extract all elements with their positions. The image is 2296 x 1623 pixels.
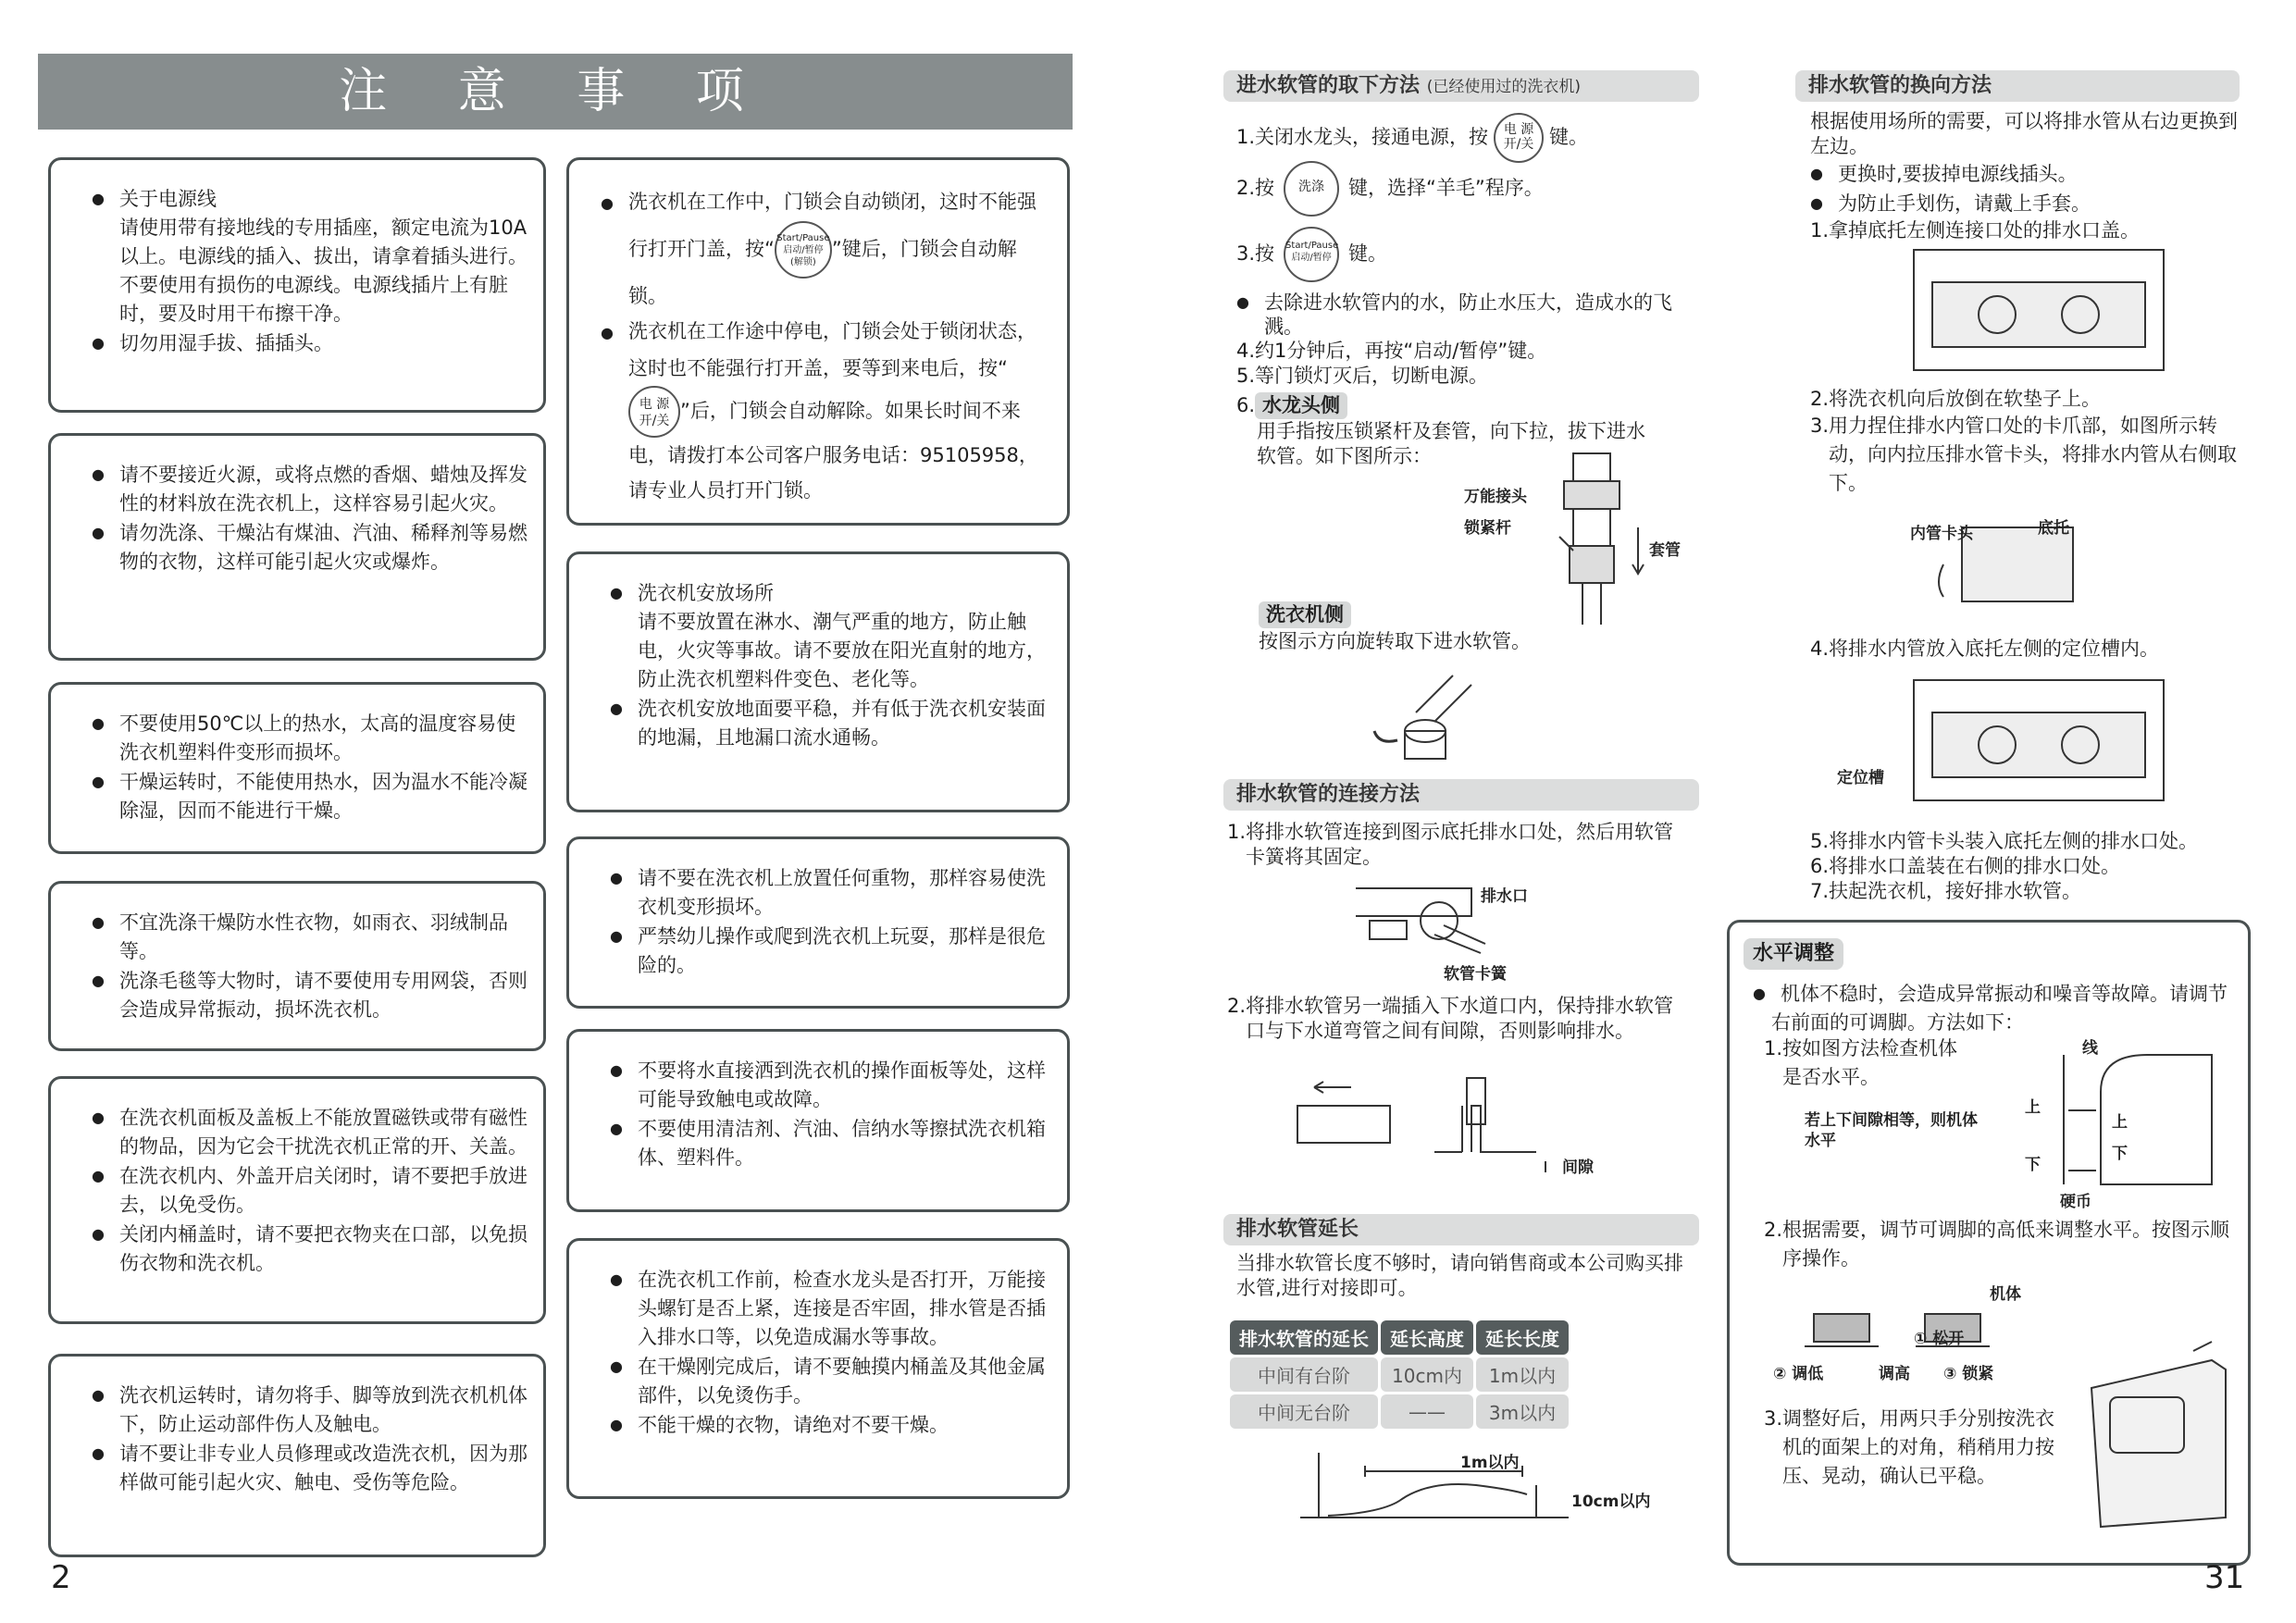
drain-direction-step-4: 4.将排水内管放入底托左侧的定位槽内。: [1810, 638, 2160, 660]
col1-box: [48, 157, 546, 413]
intake-step-4: 4.约1分钟后，再按“启动/暂停”键。: [1236, 340, 1547, 362]
drain-extend-diagram: [1291, 1443, 1587, 1527]
table-row: [1230, 1394, 1569, 1429]
level-step-2: 2.根据需要，调节可调脚的高低来调整水平。按图示顺序操作。: [1764, 1219, 2230, 1270]
drain-gap-diagram: [1296, 1069, 1601, 1180]
section-intake-title: 进水软管的取下方法 (已经使用过的洗衣机): [1223, 70, 1699, 102]
drain-direction-body-b: 2.将洗衣机向后放倒在软垫子上。 3.用力捏住排水内管口处的卡爪部，如图所示转动，向内拉压排水管卡头，将排水内管从右侧取下。: [1810, 388, 2237, 494]
section-drain-extend-title: 排水软管延长: [1223, 1214, 1699, 1245]
line-label: 线: [2082, 1039, 2098, 1058]
col1-box: [48, 1076, 546, 1324]
length-1m-label: 1m以内: [1460, 1454, 1520, 1472]
col1-box: [48, 682, 546, 854]
drain-connect-step-1: 1.将排水软管连接到图示底托排水口处，然后用软管卡簧将其固定。: [1227, 821, 1674, 868]
door-lock-text-b2: ”后，门锁会自动解除。如果长时间不来电，请拨打本公司客户服务电话：95105958，请专业人员打开门锁。: [628, 400, 1038, 502]
col2-item: ● 在洗衣机工作前，检查水龙头是否打开，万能接头螺钉是否上紧，连接是否牢固，排水管是否插入排水口等，以免造成漏水等事故。: [610, 1265, 1054, 1352]
body-label: 机体: [1990, 1285, 2021, 1304]
col1-item: ● 洗衣机运转时，请勿将手、脚等放到洗衣机机体下，防止运动部件伤人及触电。: [92, 1381, 530, 1439]
down-label-left: 下: [2025, 1156, 2041, 1174]
level-note: 若上下间隙相等，则机体水平: [1805, 1111, 1978, 1150]
table-cell: 中间无台阶: [1230, 1394, 1378, 1429]
lock-lever-label: 锁紧杆: [1464, 519, 1511, 538]
drain-extend-table: [1227, 1318, 1571, 1431]
col2-item: ● 请不要在洗衣机上放置任何重物，那样容易使洗衣机变形损坏。: [610, 863, 1054, 922]
table-row: [1230, 1357, 1569, 1392]
table-cell: 3m以内: [1476, 1394, 1569, 1429]
drain-connect-step-2: 2.将排水软管另一端插入下水道口内，保持排水软管口与下水道弯管之间有间隙，否则影响排水。: [1227, 995, 1674, 1042]
table-cell: 10cm内: [1381, 1357, 1473, 1392]
machine-side-label: 洗衣机侧: [1259, 601, 1351, 628]
section-drain-direction-title: 排水软管的换向方法: [1795, 70, 2240, 102]
drain-outlet-diagram: [1351, 870, 1490, 962]
col1-item: ● 干燥运转时，不能使用热水，因为温水不能冷凝除湿，因而不能进行干燥。: [92, 767, 530, 825]
section-intake-body: 1.关闭水龙头，接通电源，按 电 源 开/关 键。 2.按 洗涤 键，选择“羊毛”程序。 3.按 Start/Pause 启动/暂停 键。 ● 去除进水软管内的水，防止水压大，造成水的飞溅。 4.约1分钟后，再按“启动/暂停”键。 5.等门锁灯灭后，切断电源。 6. 水龙头侧 用手指按压锁紧杆及套管，向下拉，拔下进水软管。如下图所示：: [1236, 113, 1690, 469]
table-cell: 中间有台阶: [1230, 1357, 1378, 1392]
sleeve-label: 套管: [1649, 541, 1681, 560]
machine-side-block: [1259, 601, 1647, 655]
drain-direction-body-c: 5.将排水内管卡头装入底托左侧的排水口处。 6.将排水口盖装在右侧的排水口处。 7.扶起洗衣机，接好排水软管。: [1810, 830, 2199, 902]
base-tray-diagram-2: [1905, 675, 2173, 805]
height-10cm-label: 10cm以内: [1571, 1493, 1651, 1511]
raise-label: 调高: [1879, 1365, 1910, 1383]
faucet-side-label: 水龙头侧: [1255, 392, 1347, 419]
table-cell: ——: [1381, 1394, 1473, 1429]
level-step-3: 3.调整好后，用两只手分别按洗衣机的面架上的对角，稍稍用力按压、晃动，确认已平稳。: [1764, 1407, 2055, 1487]
col2-box: [566, 551, 1070, 812]
drain-extend-text: 当排水软管长度不够时，请向销售商或本公司购买排水管,进行对接即可。: [1236, 1252, 1683, 1299]
col1-item: ● 不要使用50℃以上的热水，太高的温度容易使洗衣机塑料件变形而损坏。: [92, 709, 530, 767]
col1-item: ● 请不要让非专业人员修理或改造洗衣机，因为那样做可能引起火灾、触电、受伤等危险。: [92, 1439, 530, 1497]
col2-item: ● 不要使用清洁剂、汽油、信纳水等擦拭洗衣机箱体、塑料件。: [610, 1114, 1054, 1172]
table-cell: 1m以内: [1476, 1357, 1569, 1392]
col2-item: ● 在干燥刚完成后，请不要触摸内桶盖及其他金属部件，以免烫伤手。: [610, 1352, 1054, 1410]
machine-side-text: 按图示方向旋转取下进水软管。: [1259, 630, 1531, 652]
drain-direction-body-a: 根据使用场所的需要，可以将排水管从右边更换到左边。 ● 更换时,要拔掉电源线插头。 ● 为防止手划伤，请戴上手套。 1.拿掉底托左侧连接口处的排水口盖。: [1810, 109, 2245, 243]
col1-box: [48, 433, 546, 661]
wash-button-icon: 洗涤: [1284, 161, 1339, 217]
col1-item: ● 不宜洗涤干燥防水性衣物，如雨衣、羽绒制品等。: [92, 908, 530, 966]
col2-item: ● 洗衣机安放地面要平稳，并有低于洗衣机安装面的地漏，且地漏口流水通畅。: [610, 694, 1054, 752]
page-title: 注 意 事 项: [38, 54, 1073, 130]
col1-item: ● 请不要接近火源，或将点燃的香烟、蜡烛及挥发性的材料放在洗衣机上，这样容易引起火灾。: [92, 460, 530, 518]
door-lock-text-a1: 洗衣机在工作中，门锁会自动锁闭，这时不能强行打开门盖，按“: [628, 191, 1036, 260]
col1-item: ● 关于电源线 请使用带有接地线的专用插座，额定电流为10A以上。电源线的插入、拔出，请拿着插头进行。不要使用有损伤的电源线。电源线插片上有脏时，要及时用干布擦干净。: [92, 184, 530, 328]
col2-box: [566, 836, 1070, 1009]
loosen-label: ① 松开: [1914, 1330, 1965, 1348]
section-drain-connect-title: 排水软管的连接方法: [1223, 779, 1699, 811]
col1-box: [48, 1354, 546, 1557]
power-button-icon: 电 源 开/关: [1494, 113, 1544, 163]
col1-box: [48, 881, 546, 1051]
hose-clip-label: 软管卡簧: [1444, 965, 1507, 984]
machine-hose-diagram: [1360, 666, 1527, 768]
level-step-1: 1.按如图方法检查机体是否水平。: [1764, 1037, 1958, 1088]
col2-item: ● 不能干燥的衣物，请绝对不要干燥。: [610, 1410, 1054, 1440]
drain-outlet-label: 排水口: [1481, 887, 1528, 906]
col1-item: ● 洗涤毛毯等大物时，请不要使用专用网袋，否则会造成异常振动，损坏洗衣机。: [92, 966, 530, 1024]
adjust-foot-diagram: [1795, 1295, 2027, 1369]
col1-item: ● 请勿洗涤、干燥沾有煤油、汽油、稀释剂等易燃物的衣物，这样可能引起火灾或爆炸。: [92, 518, 530, 576]
col1-item: ● 切勿用湿手拔、插插头。: [92, 328, 530, 358]
col2-item: ● 洗衣机安放场所 请不要放置在淋水、潮气严重的地方，防止触电，火灾等事故。请不要放在阳光直射的地方，防止洗衣机塑料件变色、老化等。: [610, 578, 1054, 694]
base-tray-diagram-1: [1905, 245, 2173, 375]
start-pause-button-icon: Start/Pause 启动/暂停: [1284, 227, 1339, 282]
down-label-right: 下: [2112, 1145, 2128, 1163]
universal-joint-label: 万能接头: [1464, 488, 1527, 506]
page-number-right: 31: [2204, 1559, 2245, 1596]
notice-box-door-lock: ● 洗衣机在工作中，门锁会自动锁闭，这时不能强行打开门盖，按“ Start/Pause 启动/暂停 (解锁)”键后，门锁会自动解锁。 ● 洗衣机在工作途中停电，门锁会处于锁闭状态，这时也不能强行打开盖，要等到来电后，按“电 源 开/关 ”后，门锁会自动解除。如果长时间不来电，请拨打本公司客户服务电话：95105958，请专业人员打开门锁。: [566, 157, 1070, 526]
lower-label: ② 调低: [1773, 1365, 1824, 1383]
intake-step-5: 5.等门锁灯灭后，切断电源。: [1236, 365, 1489, 387]
table-header: 延长长度: [1476, 1320, 1569, 1355]
up-label-right: 上: [2112, 1113, 2128, 1132]
col1-item: ● 在洗衣机面板及盖板上不能放置磁铁或带有磁性的物品，因为它会干扰洗衣机正常的开、关盖。: [92, 1103, 530, 1161]
col1-item: ● 在洗衣机内、外盖开启关闭时，请不要把手放进去，以免受伤。: [92, 1161, 530, 1220]
washing-machine-diagram: [2073, 1332, 2240, 1545]
level-adjust-title: 水平调整: [1744, 938, 1843, 970]
base-label: 底托: [2038, 519, 2069, 538]
col1-item: ● 关闭内桶盖时，请不要把衣物夹在口部，以免损伤衣物和洗衣机。: [92, 1220, 530, 1278]
door-lock-text-a2: ”键后，门锁会自动解锁。: [628, 238, 1017, 307]
page-number-left: 2: [51, 1559, 71, 1596]
coin-label: 硬币: [2060, 1193, 2091, 1211]
gap-label: 间隙: [1562, 1158, 1594, 1177]
up-label-left: 上: [2025, 1098, 2041, 1117]
col2-item: ● 严禁幼儿操作或爬到洗衣机上玩耍，那样是很危险的。: [610, 922, 1054, 980]
table-header: 延长高度: [1381, 1320, 1473, 1355]
level-adjust-bullet: ● 机体不稳时，会造成异常振动和噪音等故障。请调节右前面的可调脚。方法如下：: [1753, 979, 2234, 1037]
col2-box: [566, 1238, 1070, 1499]
table-header: 排水软管的延长: [1230, 1320, 1378, 1355]
door-lock-text-b1: 洗衣机在工作途中停电，门锁会处于锁闭状态，这时也不能强行打开盖，要等到来电后，按“: [628, 320, 1036, 379]
power-button-icon: 电 源 开/关: [628, 386, 680, 438]
col2-item: ● 不要将水直接洒到洗衣机的操作面板等处，这样可能导致触电或故障。: [610, 1056, 1054, 1114]
intake-bullet: ● 去除进水软管内的水，防止水压大，造成水的飞溅。: [1236, 291, 1690, 339]
positioning-slot-label: 定位槽: [1837, 769, 1884, 787]
lock-label: ③ 锁紧: [1943, 1365, 1994, 1383]
faucet-side-text: 用手指按压锁紧杆及套管，向下拉，拔下进水软管。如下图所示：: [1257, 420, 1645, 467]
col2-box: [566, 1029, 1070, 1212]
inner-clip-label: 内管卡头: [1910, 525, 1973, 543]
start-pause-button-icon: Start/Pause 启动/暂停 (解锁): [775, 221, 832, 279]
